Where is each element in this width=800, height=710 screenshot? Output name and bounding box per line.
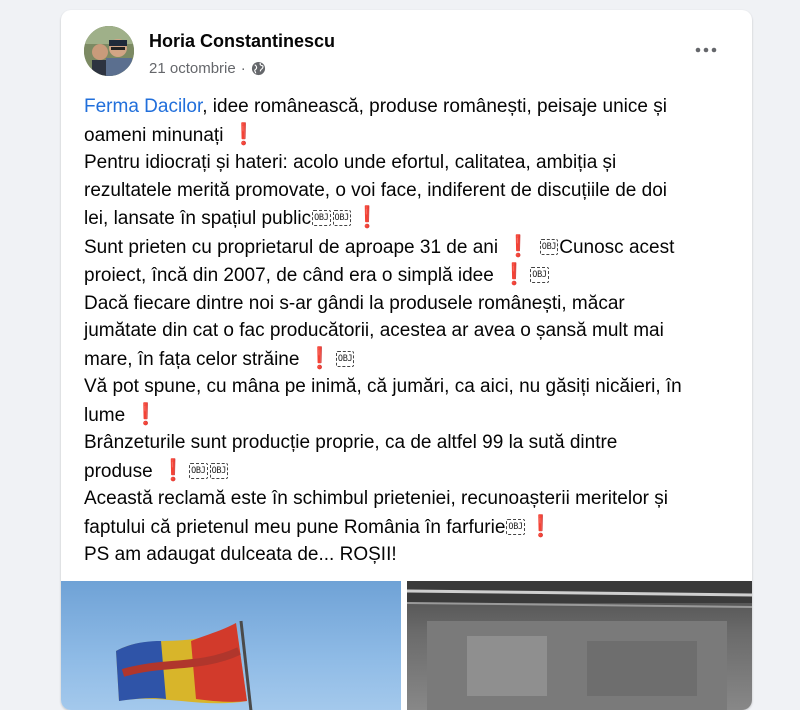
obj-placeholder-icon: OBJ (333, 210, 351, 226)
text-line (84, 457, 744, 486)
globe-icon (251, 61, 266, 76)
text-line: Brânzeturile sunt producție proprie, ca de altfel 99 la sută dintre (84, 432, 618, 453)
text-line (84, 233, 744, 262)
text-segment: produse (84, 460, 153, 482)
text-segment: Cunosc acest (559, 236, 675, 258)
text-line (84, 204, 744, 233)
text-line (84, 121, 744, 150)
obj-placeholder-icon: OBJ (189, 463, 207, 479)
exclamation-icon: ❗ (501, 263, 528, 286)
exclamation-icon: ❗ (354, 206, 381, 229)
text-segment: Sunt prieten cu proprietarul de aproape 31 de ani (84, 236, 499, 258)
text-line (84, 513, 744, 542)
author-name[interactable]: Horia Constantinescu (149, 31, 336, 51)
text-line: rezultatele merită promovate, o voi face, indiferent de discuțiile de doi (84, 179, 667, 201)
exclamation-icon: ❗ (527, 514, 555, 538)
exclamation-icon: ❗ (230, 122, 257, 146)
ferma-dacilor-link[interactable]: Ferma Dacilor (84, 96, 203, 117)
photo-interior[interactable] (407, 581, 752, 710)
post-meta (149, 60, 266, 77)
text-segment: lei, lansate în spațiul public (84, 208, 312, 229)
post-body (84, 93, 744, 569)
text-segment: faptului că prietenul meu pune România în farfurie (84, 516, 506, 538)
post-header (84, 26, 732, 82)
obj-placeholder-icon: OBJ (530, 267, 548, 283)
obj-placeholder-icon: OBJ (336, 351, 354, 367)
exclamation-icon: ❗ (132, 402, 159, 426)
text-segment: lume (84, 404, 126, 426)
text-line: jumătate din cat o fac producătorii, acestea ar avea o șansă mult mai (84, 320, 664, 341)
photo-flag[interactable] (61, 581, 401, 710)
obj-placeholder-icon: OBJ (312, 210, 330, 226)
text-line (84, 261, 744, 290)
text-line: PS am adaugat dulceata de... ROȘII! (84, 544, 397, 565)
obj-placeholder-icon: OBJ (210, 463, 228, 479)
post-card (61, 10, 752, 710)
more-options-button[interactable] (688, 32, 724, 68)
obj-placeholder-icon: OBJ (540, 239, 558, 255)
more-dots-icon (695, 47, 717, 53)
text-line: Această reclamă este în schimbul prieteniei, recunoașterii meritelor și (84, 488, 668, 509)
text-segment: proiect, încă din 2007, de când era o simplă idee (84, 265, 494, 286)
flag-image (61, 581, 401, 710)
text-line (84, 401, 744, 430)
text-line (84, 93, 744, 121)
text-line (84, 345, 744, 374)
text-segment: , idee românească, produse românești, peisaje unice și (202, 96, 667, 117)
text-line: Pentru idiocrați și hateri: acolo unde efortul, calitatea, ambiția și (84, 152, 617, 173)
text-line: Vă pot spune, cu mâna pe inimă, că jumări, ca aici, nu găsiți nicăieri, în (84, 376, 682, 397)
obj-placeholder-icon: OBJ (506, 519, 524, 535)
exclamation-icon: ❗ (159, 458, 187, 482)
text-line: Dacă fiecare dintre noi s-ar gândi la produsele românești, măcar (84, 292, 625, 314)
exclamation-icon: ❗ (306, 346, 333, 370)
text-segment: mare, în fața celor străine (84, 348, 300, 370)
post-photos (61, 581, 752, 710)
meta-separator: · (240, 60, 246, 77)
exclamation-icon: ❗ (505, 234, 532, 258)
avatar-photo (84, 26, 134, 76)
text-segment: oameni minunați (84, 124, 224, 146)
interior-image (407, 581, 752, 710)
post-date[interactable]: 21 octombrie (149, 60, 236, 77)
author-avatar[interactable] (84, 26, 134, 76)
